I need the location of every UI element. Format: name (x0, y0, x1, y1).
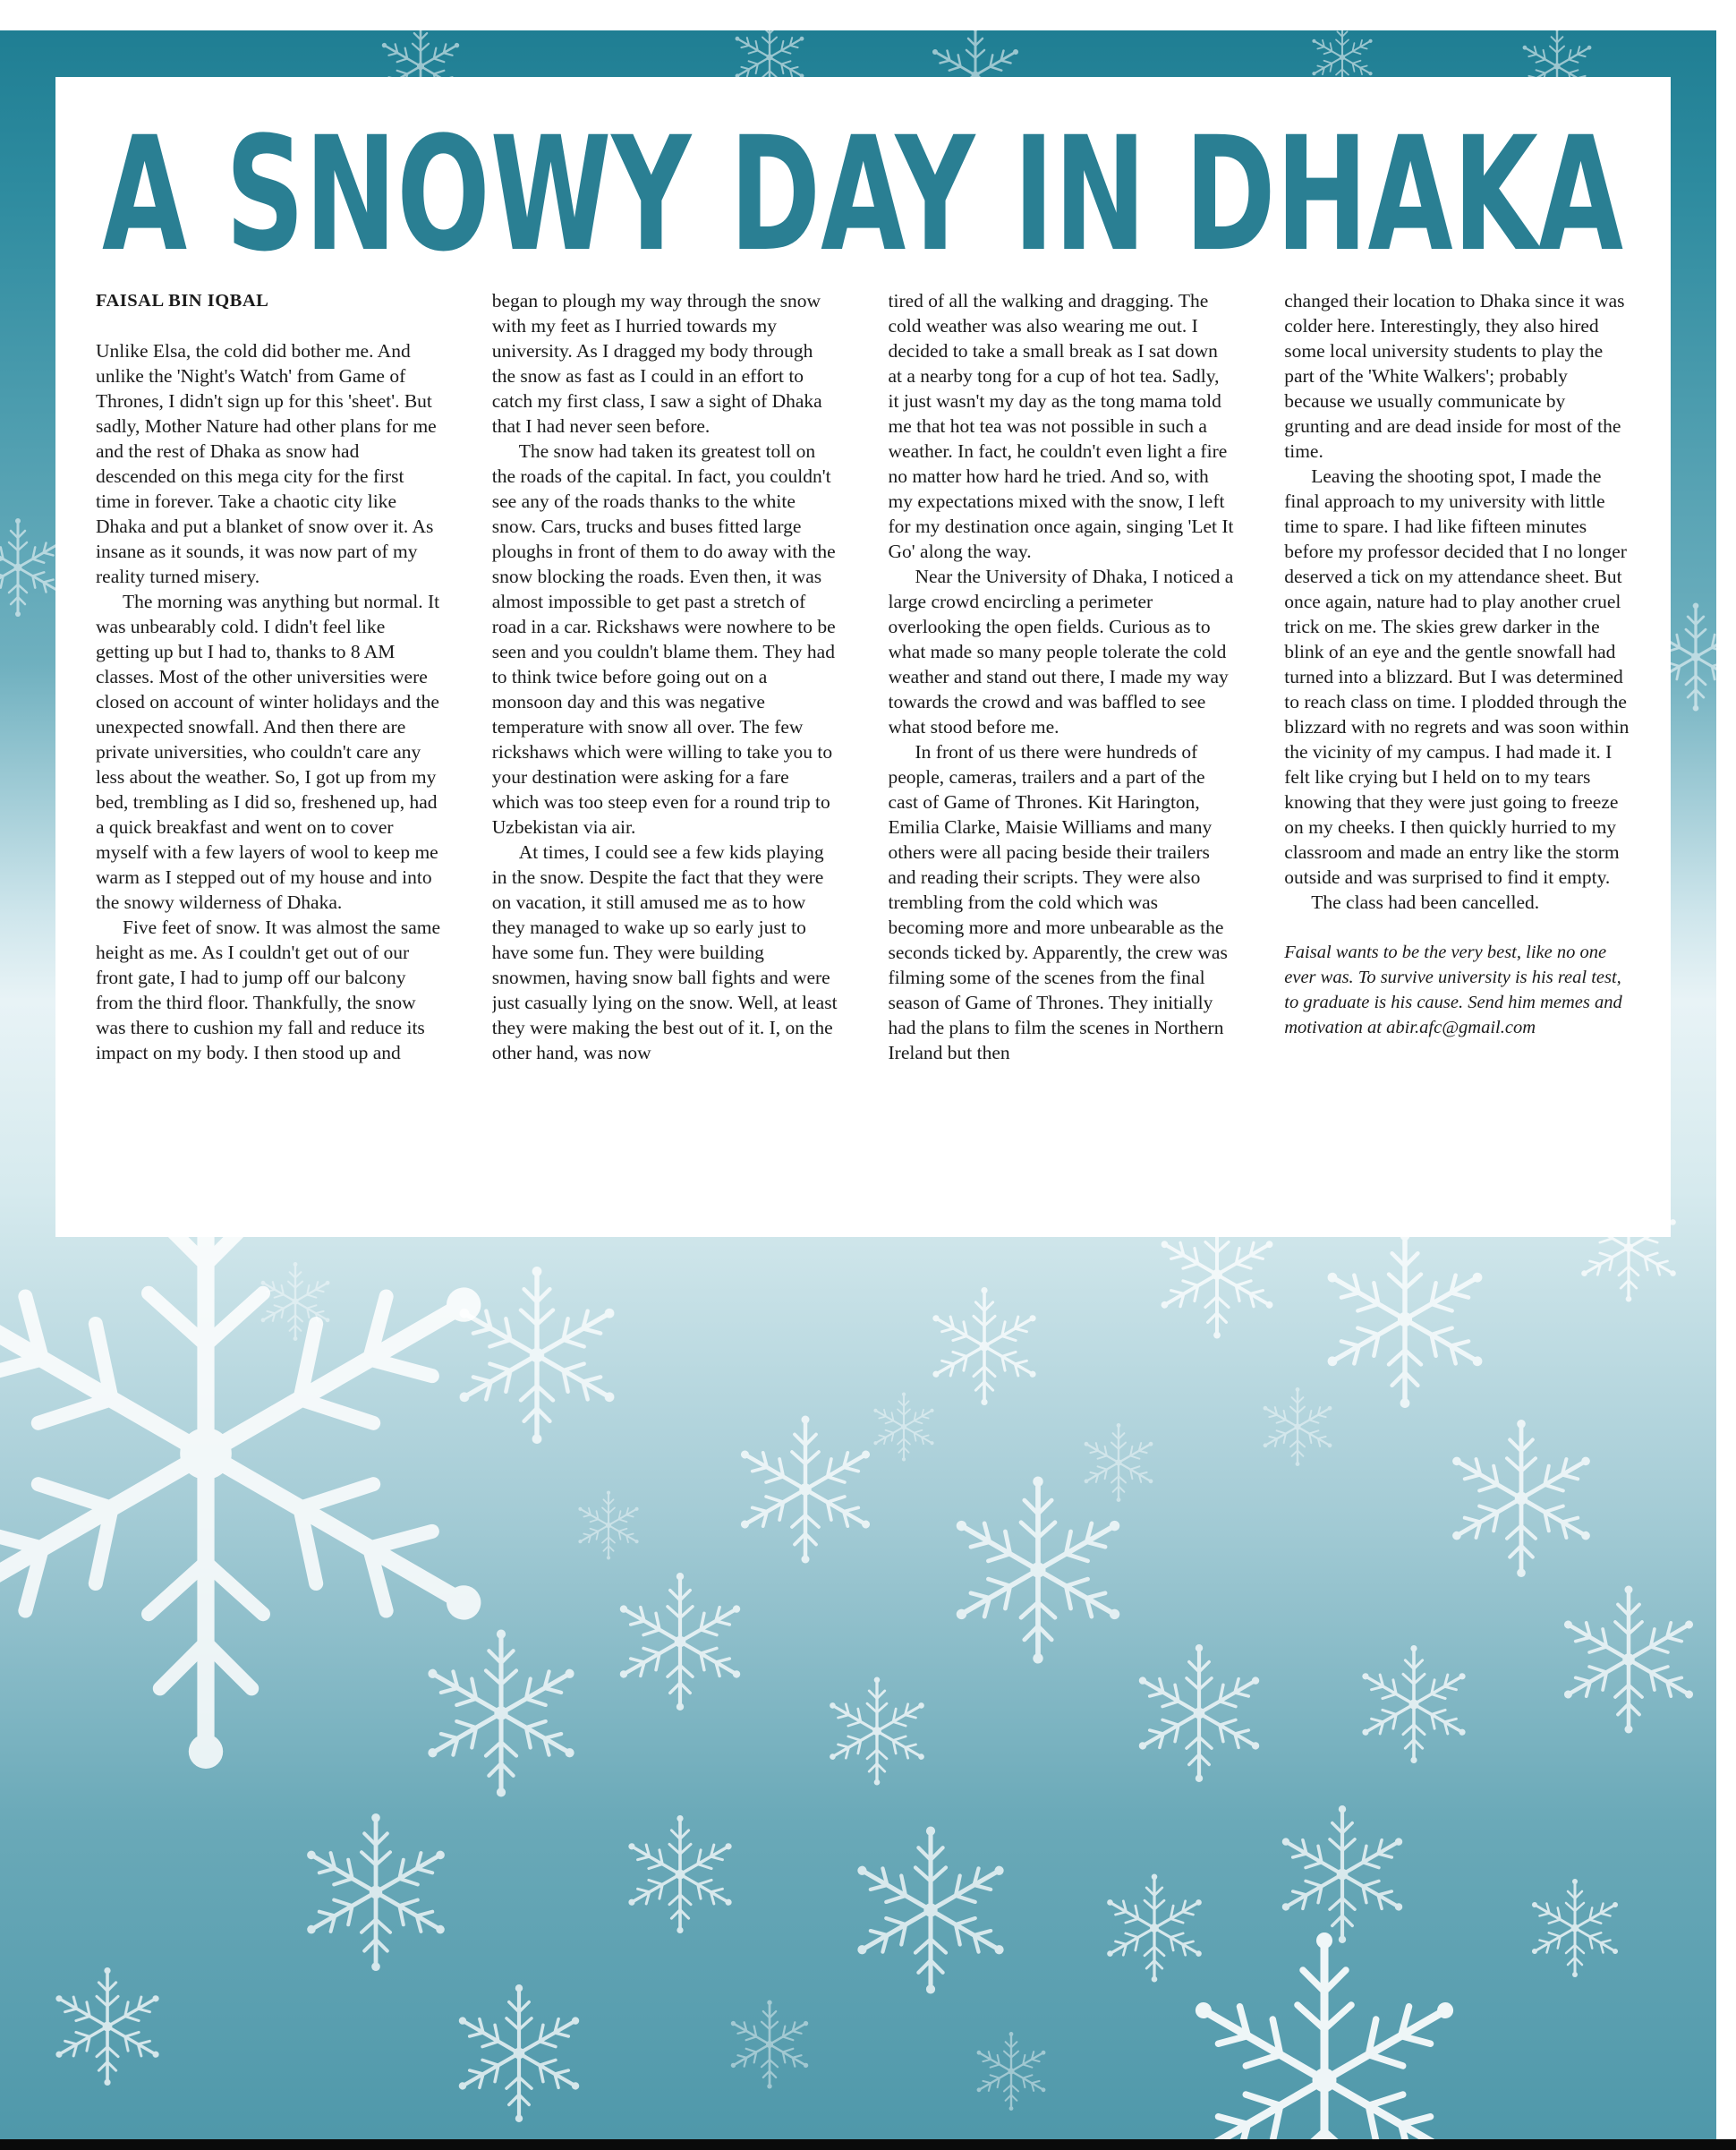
paragraph: At times, I could see a few kids playing in the snow. Despite the fact that they were on vacation, it still amused me as to how they managed to wake up so early just to have some fun. They were building snowmen, having snow ball fights and were just casually lying on the snow. Well, at least they were making the best out of it. I, on the other hand, was now (491, 841, 838, 1063)
paragraph: The morning was anything but normal. It was unbearably cold. I didn't feel like getting up but I had to, thanks to 8 AM classes. Most of the other universities were closed on account of winter holidays and the unexpected snowfall. And then there are private universities, who couldn't care any less about the weather. So, I got up from my bed, trembling as I did so, freshened up, had a quick breakfast and went on to cover myself with a few layers of wool to keep me warm as I stepped out of my house and into the snowy wilderness of Dhaka. (96, 591, 440, 913)
article-panel (55, 77, 1671, 1237)
column-1 (96, 288, 442, 1219)
paragraph: Unlike Elsa, the cold did bother me. And unlike the 'Night's Watch' from Game of Thrones, I didn't sign up for this 'sheet'. But sadly, Mother Nature had other plans for me and the rest of Dhaka as snow had descended on this mega city for the first time in forever. Take a chaotic city like Dhaka and put a blanket of snow over it. As insane as it sounds, it was now part of my reality turned misery. (96, 340, 437, 587)
top-margin (0, 0, 1716, 30)
paragraph: Five feet of snow. It was almost the same height as me. As I couldn't get out of our front gate, I had to jump off our balcony from the third floor. Thankfully, the snow was there to cushion my fall and reduce its impact on my body. I then stood up and (96, 917, 441, 1063)
paragraph: In front of us there were hundreds of people, cameras, trailers and a part of the cast of Game of Thrones. Kit Harington, Emilia Clarke, Maisie Williams and many others were all pacing beside their trailers and reading their scripts. They were also trembling from the cold which was becoming more and more unbearable as the seconds ticked by. Apparently, the crew was filming some of the scenes from the final season of Game of Thrones. They initially had the plans to film the scenes in Northern Ireland but then (888, 741, 1228, 1063)
paragraph: tired of all the walking and dragging. The cold weather was also wearing me out. I decided to take a small break as I sat down at a nearby tong for a cup of hot tea. Sadly, it just wasn't my day as the tong mama told me that hot tea was not possible in such a weather. In fact, he couldn't even light a fire no matter how hard he tried. And so, with my expectations mixed with the snow, I left for my destination once again, singing 'Let It Go' along the way. (888, 290, 1234, 562)
column-4 (1284, 288, 1630, 1219)
column-2 (492, 288, 838, 1219)
right-margin (1716, 0, 1736, 2150)
article-columns (96, 288, 1630, 1219)
paragraph: changed their location to Dhaka since it was colder here. Interestingly, they also hired some local university students to play the part of the 'White Walkers'; probably because we usually communicate by grunting and are dead inside for most of the time. (1284, 290, 1625, 462)
paragraph: The class had been cancelled. (1311, 892, 1540, 913)
byline: FAISAL BIN IQBAL (96, 291, 269, 311)
column-3 (889, 288, 1235, 1219)
paragraph: Leaving the shooting spot, I made the final approach to my university with little time to spare. I had like fifteen minutes before my professor decided that I no longer deserved a tick on my attendance sheet. But once again, nature had to play another cruel trick on me. The skies grew darker in the blink of an eye and the gentle snowfall had turned into a blizzard. But I was determined to reach class on time. I plodded through the blizzard with no regrets and was soon within the vicinity of my campus. I had made it. I felt like crying but I held on to my tears knowing that they were just going to freeze on my cheeks. I then quickly hurried to my classroom and made an entry like the storm outside and was surprised to find it empty. (1284, 465, 1630, 888)
paragraph: began to plough my way through the snow with my feet as I hurried towards my university. As I dragged my body through the snow as fast as I could in an effort to catch my first class, I saw a sight of Dhaka that I had never seen before. (491, 290, 822, 437)
paragraph: The snow had taken its greatest toll on the roads of the capital. In fact, you couldn't see any of the roads thanks to the white snow. Cars, trucks and buses fitted large ploughs in front of them to do away with the snow blocking the roads. Even then, it was almost impossible to get past a stretch of road in a car. Rickshaws were nowhere to be seen and you couldn't blame them. They had to think twice before going out on a monsoon day and this was negative temperature with snow all over. The few rickshaws which were willing to take you to your destination were asking for a fare which was too steep even for a round trip to Uzbekistan via air. (491, 440, 836, 838)
bottom-edge (0, 2139, 1736, 2150)
author-bio: Faisal wants to be the very best, like no one ever was. To survive university is his real test, to graduate is his cause. Send him memes and motivation at abir.afc@gmail.com (1284, 943, 1622, 1037)
headline (55, 95, 1671, 274)
paragraph: Near the University of Dhaka, I noticed a large crowd encircling a perimeter overlooking the open fields. Curious as to what made so many people tolerate the cold weather and stand out there, I made my way towards the crowd and was baffled to see what stood before me. (888, 566, 1234, 738)
headline-text: A SNOWY DAY IN DHAKA (102, 103, 1623, 274)
